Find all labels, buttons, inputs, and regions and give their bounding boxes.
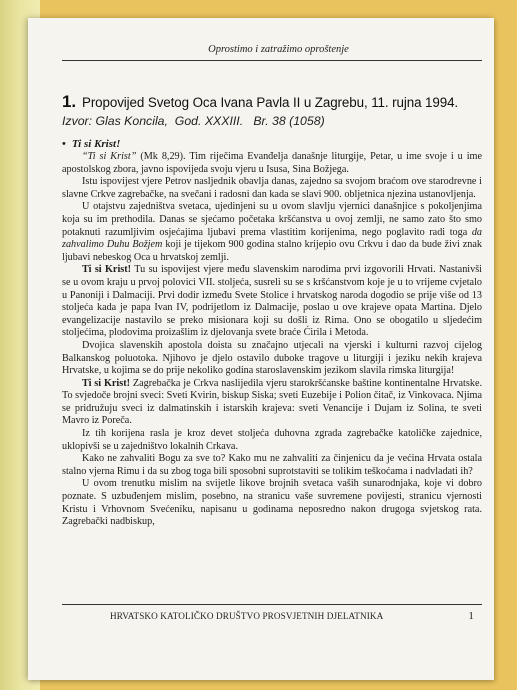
bold-lead: Ti si Krist! — [82, 377, 131, 389]
source-citation: Izvor: Glas Koncila, God. XXXIII. Br. 38 (1058) — [62, 114, 325, 128]
paragraph-text: Zagrebačka je Crkva naslijedila vjeru starokršćanske baštine kontinentalne Hrvatske. To svjedoče brojni sveci: Sveti Kvirin, biskup Siska; sveti Euzebije i Polion čitač, iz Vinkovaca. Njima se pridružuju sveci iz dalmatinskih i istarskih krajeva: sveti Venancije i Dujam iz Solina, te sveti Mavro iz Poreča. — [62, 377, 483, 427]
running-header: Oprostimo i zatražimo oproštenje — [208, 44, 349, 55]
paragraph-text: U otajstvu zajedništva svetaca, ujedinjeni su u ovom slavlju vjernici današnjice s pokoljenjima koja su im prethodila. Danas se sjećamo početaka kršćanstva u ovoj zemlji, ne samo zato što smo potaknuti razumljivim osjećajima ljubavi prema vlastitim korijenima, nego poglavito radi toga — [62, 201, 482, 238]
footer-divider — [62, 604, 482, 605]
paragraph: Kako ne zahvaliti Bogu za sve to? Kako mu ne zahvaliti za činjenicu da je većina Hrvata ostala stalno vjerna Rimu i da su zbog toga bili sposobni suprotstaviti se tolikim teškoćama i nadvladati ih? — [62, 453, 482, 477]
paragraph: Istu ispovijest vjere Petrov nasljednik obavlja danas, zajedno sa svojom braćom ove starodrevne i slavne Crkve zagrebačke, na svečani i radosni dan kada se slavi 900. obljetnica njezina ustanovljenja. — [62, 176, 482, 200]
heading-number: 1. — [62, 92, 76, 111]
paragraph — [62, 201, 482, 264]
heading-title: Propovijed Svetog Oca Ivana Pavla II u Zagrebu, 11. rujna 1994. — [81, 95, 459, 110]
sermon-body — [62, 138, 482, 529]
paragraph — [62, 378, 482, 428]
bullet-icon: • — [62, 138, 66, 150]
section-title-text: Ti si Krist! — [71, 138, 121, 150]
paragraph-text: Tu su ispovijest vjere među slavenskim narodima prvi izgovorili Hrvati. Nastanivši se u ovom kraju u prvoj polovici VII. stoljeća, susreli su se s kršćanstvom koje je u to vrijeme cvjetalo u Panoniji i Dalmaciji. Prvi dodir između Svete Stolice i hrvatskog naroda dogodio se prije više od 13 stoljeća kada je papa Ivan IV, podrijetlom iz Dalmacije, poslao u ove krajeve opata Martina. Djelo evangelizacije nastavilo se preko misionara koji su došli iz Rima. Ono se obogatilo u sljedećim stoljećima, plodovima proizašlim iz djelovanja svete braće Ćirila i Metoda. — [62, 264, 483, 339]
sermon-heading — [62, 92, 492, 112]
paragraph: Iz tih korijena rasla je kroz devet stoljeća duhovna zgrada zagrebačke katoličke zajednice, uklopivši se u zajedništvo lokalnih Crkava. — [62, 428, 482, 452]
paragraph-text: koji je tijekom 900 godina stalno krijepio ovu Crkvu i dao da bude živi znak ljubavi nebeskog Oca u hrvatskoj zemlji. — [62, 239, 482, 263]
footer-organization: HRVATSKO KATOLIČKO DRUŠTVO PROSVJETNIH DJELATNIKA — [110, 611, 384, 621]
section-title — [62, 138, 482, 151]
header-divider — [62, 60, 482, 61]
paragraph: U ovom trenutku mislim na svijetle likove brojnih svetaca vaših sunarodnjaka, koje vi dobro poznate. S uzbuđenjem mislim, posebno, na stranicu vaše suvremene povijesti, stranicu vjernosti Kristu i Vrhovnom Svećeniku, napisanu u godinama neposredno nakon drugoga svjetskog rata. Zagrebački nadbiskup, — [62, 478, 482, 528]
paragraph — [62, 264, 482, 340]
scripture-quote: “Ti si Krist” — [82, 151, 137, 162]
bold-lead: Ti si Krist! — [82, 264, 132, 276]
paragraph-text: (Mk 8,29). Tim riječima Evanđelja današnje liturgije, Petar, u ime svoje i u ime apostolskog zbora, javno ispovijeda svoju vjeru u Isusa, Sina Božjega. — [62, 151, 482, 175]
paragraph: Dvojica slavenskih apostola doista su značajno utjecali na vjerski i kulturni razvoj cijelog Balkanskog poluotoka. Njihovo je djelo ostavilo duboke tragove u liturgiji i jeziku nekih krajeva Hrvatske, u kojima se do prije nekoliko godina staroslavenskim jezikom slavila rimska liturgija! — [62, 339, 482, 377]
page-number: 1 — [468, 610, 474, 622]
emphasized-text: da zahvalimo Duhu Božjem — [62, 226, 482, 251]
paragraph — [62, 151, 482, 176]
